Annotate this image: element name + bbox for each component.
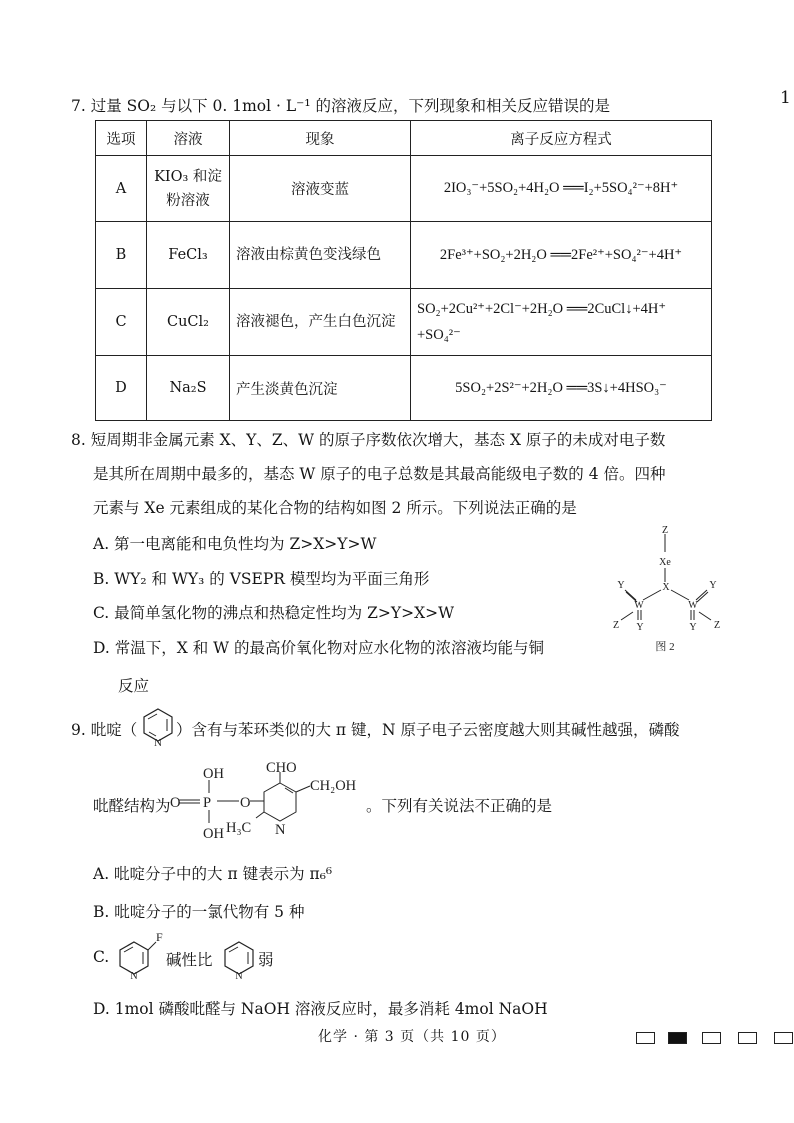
figure-label-y-left-bottom: Y — [636, 622, 644, 633]
q9-option-c-suffix: 弱 — [258, 951, 274, 969]
row-b-equation: 2Fe³⁺+SO₂+2H₂O ══2Fe²⁺+SO₄²⁻+4H⁺ — [411, 222, 712, 289]
row-a-option: A — [96, 156, 147, 222]
figure-label-z-left: Z — [612, 620, 620, 631]
pyridine-n-label: N — [154, 737, 162, 748]
q7-table — [95, 120, 712, 421]
figure-label-y-right-bottom: Y — [689, 622, 697, 633]
fluoropyridine-structure-icon — [114, 930, 170, 980]
figure-2-caption: 图 2 — [655, 641, 675, 653]
ppl-cho: CHO — [266, 760, 297, 776]
footer-box — [668, 1032, 687, 1044]
ppl-p: P — [203, 795, 212, 811]
figure-label-y-right-top: Y — [709, 580, 717, 591]
q9-option-a: A. 吡啶分子中的大 π 键表示为 π₆⁶ — [93, 865, 333, 883]
q9-option-d: D. 1mol 磷酸吡醛与 NaOH 溶液反应时，最多消耗 4mol NaOH — [93, 1000, 548, 1018]
pyridoxal-phosphate-structure — [170, 760, 366, 840]
footer-box — [702, 1032, 721, 1044]
q8-option-c: C. 最简单氢化物的沸点和热稳定性均为 Z>Y>X>W — [93, 604, 455, 622]
figure-label-z-right: Z — [713, 620, 721, 631]
table-row — [96, 222, 712, 289]
q9-stem-line2-suffix: 。下列有关说法不正确的是 — [366, 797, 553, 815]
figure-label-z-top: Z — [661, 525, 669, 536]
fluoropyridine-n-label: N — [130, 971, 138, 980]
row-c-option: C — [96, 289, 147, 356]
header-phenomenon: 现象 — [230, 121, 411, 156]
row-b-solution: FeCl₃ — [147, 222, 230, 289]
q8-stem-line2: 是其所在周期中最多的，基态 W 原子的电子总数是其最高能级电子数的 4 倍。四种 — [93, 465, 666, 483]
fluoropyridine-f-label: F — [156, 930, 163, 944]
ppl-n: N — [275, 822, 286, 838]
q8-option-d-line2: 反应 — [118, 677, 150, 695]
q9-option-b: B. 吡啶分子的一氯代物有 5 种 — [93, 903, 305, 921]
row-d-equation: 5SO₂+2S²⁻+2H₂O ══3S↓+4HSO₃⁻ — [411, 356, 712, 421]
row-c-equation-line2: +SO₄²⁻ — [417, 327, 461, 343]
q9-stem-prefix: 9. 吡啶（ — [71, 721, 138, 739]
ppl-ch2oh: CH₂OH — [310, 778, 357, 794]
header-equation: 离子反应方程式 — [411, 121, 712, 156]
figure-2-structure — [605, 524, 735, 656]
ppl-o-double: O — [170, 795, 181, 811]
row-c-equation — [411, 289, 712, 356]
q9-stem-line2-prefix: 吡醛结构为 — [93, 797, 171, 815]
table-row — [96, 156, 712, 222]
table-row — [96, 289, 712, 356]
pyridine-n-label: N — [235, 971, 243, 980]
header-solution: 溶液 — [147, 121, 230, 156]
row-d-solution: Na₂S — [147, 356, 230, 421]
footer-box — [738, 1032, 757, 1044]
q8-stem-line1: 8. 短周期非金属元素 X、Y、Z、W 的原子序数依次增大，基态 X 原子的未成对电子数 — [71, 431, 666, 449]
pyridine-structure-icon — [220, 934, 258, 980]
row-b-phenomenon: 溶液由棕黄色变浅绿色 — [230, 222, 411, 289]
ppl-h3c: H₃C — [226, 820, 252, 836]
figure-label-w-left: W — [634, 600, 644, 611]
ppl-oh-top: OH — [203, 766, 224, 782]
ppl-oh-bottom: OH — [203, 826, 224, 840]
row-c-equation-line1: SO₂+2Cu²⁺+2Cl⁻+2H₂O ══2CuCl↓+4H⁺ — [417, 301, 666, 317]
q7-stem: 7. 过量 SO₂ 与以下 0. 1mol · L⁻¹ 的溶液反应，下列现象和相关反应错误的是 — [71, 97, 610, 115]
row-c-solution: CuCl₂ — [147, 289, 230, 356]
q8-stem-line3: 元素与 Xe 元素组成的某化合物的结构如图 2 所示。下列说法正确的是 — [93, 499, 577, 517]
row-a-phenomenon: 溶液变蓝 — [230, 156, 411, 222]
q9-option-c-prefix: C. — [93, 948, 110, 966]
q8-option-b: B. WY₂ 和 WY₃ 的 VSEPR 模型均为平面三角形 — [93, 570, 430, 588]
footer-box — [774, 1032, 793, 1044]
figure-label-xe: Xe — [659, 557, 671, 568]
table-header-row — [96, 121, 712, 156]
row-d-phenomenon: 产生淡黄色沉淀 — [230, 356, 411, 421]
pyridine-structure-icon — [141, 706, 175, 748]
page-corner-number: 1 — [780, 88, 791, 108]
row-a-equation: 2IO₃⁻+5SO₂+4H₂O ══I₂+5SO₄²⁻+8H⁺ — [411, 156, 712, 222]
row-d-option: D — [96, 356, 147, 421]
footer-box — [636, 1032, 655, 1044]
q9-option-c-mid: 碱性比 — [166, 951, 213, 969]
ppl-o-ester: O — [240, 795, 251, 811]
q9-stem-suffix: ）含有与苯环类似的大 π 键，N 原子电子云密度越大则其碱性越强，磷酸 — [176, 721, 680, 739]
table-row — [96, 356, 712, 421]
figure-label-w-right: W — [688, 600, 698, 611]
row-b-option: B — [96, 222, 147, 289]
row-a-solution: KIO₃ 和淀粉溶液 — [147, 156, 230, 222]
header-option: 选项 — [96, 121, 147, 156]
q8-option-d-line1: D. 常温下，X 和 W 的最高价氧化物对应水化物的浓溶液均能与铜 — [93, 639, 544, 657]
page-footer: 化学 · 第 3 页（共 10 页） — [318, 1029, 506, 1045]
q8-option-a: A. 第一电离能和电负性均为 Z>X>Y>W — [93, 535, 377, 553]
figure-label-x: X — [662, 582, 670, 593]
row-c-phenomenon: 溶液褪色，产生白色沉淀 — [230, 289, 411, 356]
figure-label-y-left-top: Y — [617, 580, 625, 591]
